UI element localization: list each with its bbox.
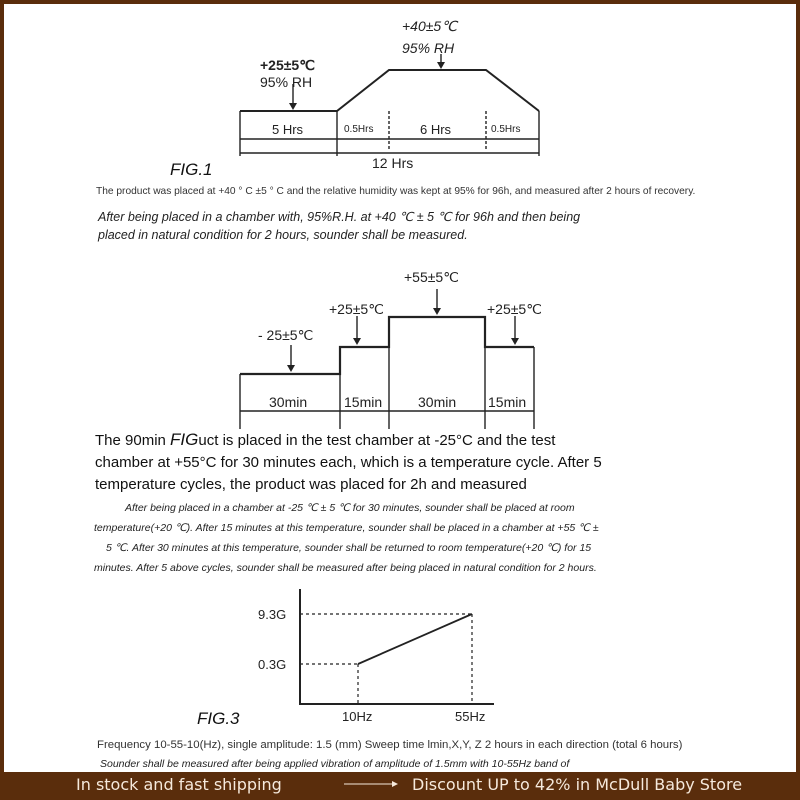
fig1-seg-4: 0.5Hrs xyxy=(491,124,521,135)
fig1-total: 12 Hrs xyxy=(372,155,414,171)
fig2-overlay-rest: uct is placed in the test chamber at -25°C and the test xyxy=(198,432,556,449)
fig2-description-line-1: After being placed in a chamber at -25 ℃ ± 5 ℃ for 30 minutes, sounder shall be placed at room xyxy=(125,502,575,514)
fig2-caption: FIG xyxy=(170,430,199,449)
fig3-y-high-label: 9.3G xyxy=(258,607,287,622)
fig3-x-high-label: 55Hz xyxy=(455,709,486,724)
fig2-description-line-2: temperature(+20 ℃). After 15 minutes at this temperature, sounder shall be placed in a chamber at +55 ℃ ± xyxy=(94,522,599,534)
fig1-top-rh: 95% RH xyxy=(402,40,455,56)
fig2-left-upper-temp: +25±5℃ xyxy=(329,301,384,317)
fig3-description-line-1: Sounder shall be measured after being applied vibration of amplitude of 1.5mm with 10-55Hz band of xyxy=(100,758,570,770)
fig2-overlay-line-1 xyxy=(95,430,555,450)
fig1-left-rh: 95% RH xyxy=(260,74,313,90)
fig3-x-low-label: 10Hz xyxy=(342,709,373,724)
fig1-caption: FIG.1 xyxy=(170,160,213,179)
fig2-seg-4: 15min xyxy=(488,394,527,410)
fig1-description-line-2: placed in natural condition for 2 hours, sounder shall be measured. xyxy=(98,228,468,242)
fig3-description-translated: Frequency 10-55-10(Hz), single amplitude: 1.5 (mm) Sweep time lmin,X,Y, Z 2 hours in each direction (total 6 hours) xyxy=(97,739,683,751)
fig2-description-line-3: 5 ℃. After 30 minutes at this temperature, sounder shall be returned to room temperature(+20 ℃) for 15 xyxy=(106,542,592,554)
fig2-right-temp: +25±5℃ xyxy=(487,301,542,317)
arrow-right-icon xyxy=(340,772,400,796)
fig2-seg-2: 15min xyxy=(344,394,383,410)
promo-banner-left-text: In stock and fast shipping xyxy=(76,775,282,794)
fig2-seg-1: 30min xyxy=(269,394,308,410)
fig2-top-temp: +55±5℃ xyxy=(404,269,459,285)
fig2-overlay-line-2: chamber at +55°C for 30 minutes each, which is a temperature cycle. After 5 xyxy=(95,454,602,471)
fig2-low-temp: - 25±5℃ xyxy=(258,327,314,343)
fig1-left-temp: +25±5℃ xyxy=(260,57,315,73)
fig2-seg-3: 30min xyxy=(418,394,457,410)
fig1-seg-2: 0.5Hrs xyxy=(344,124,374,135)
test-profile-diagrams xyxy=(4,4,796,796)
fig1-seg-3: 6 Hrs xyxy=(420,122,452,137)
fig1-seg-1: 5 Hrs xyxy=(272,122,304,137)
fig1-top-temp: +40±5℃ xyxy=(402,18,457,34)
fig2-overlay-prefix: The 90min xyxy=(95,432,166,449)
fig2-description-line-4: minutes. After 5 above cycles, sounder shall be measured after being placed in natural condition for 2 hours. xyxy=(94,562,597,574)
fig3-caption: FIG.3 xyxy=(197,709,240,728)
fig3-plot-lines xyxy=(300,589,494,704)
promo-banner xyxy=(4,772,796,796)
promo-banner-right-text: Discount UP to 42% in McDull Baby Store xyxy=(412,775,743,794)
fig1-description-translated: The product was placed at +40 ° C ±5 ° C and the relative humidity was kept at 95% for 96h, and measured after 2 hours of recovery. xyxy=(96,186,696,197)
fig1-description-line-1: After being placed in a chamber with, 95%R.H. at +40 ℃ ± 5 ℃ for 96h and then being xyxy=(98,210,581,224)
fig3-y-low-label: 0.3G xyxy=(258,657,287,672)
fig2-overlay-line-3: temperature cycles, the product was placed for 2h and measured xyxy=(95,476,527,493)
